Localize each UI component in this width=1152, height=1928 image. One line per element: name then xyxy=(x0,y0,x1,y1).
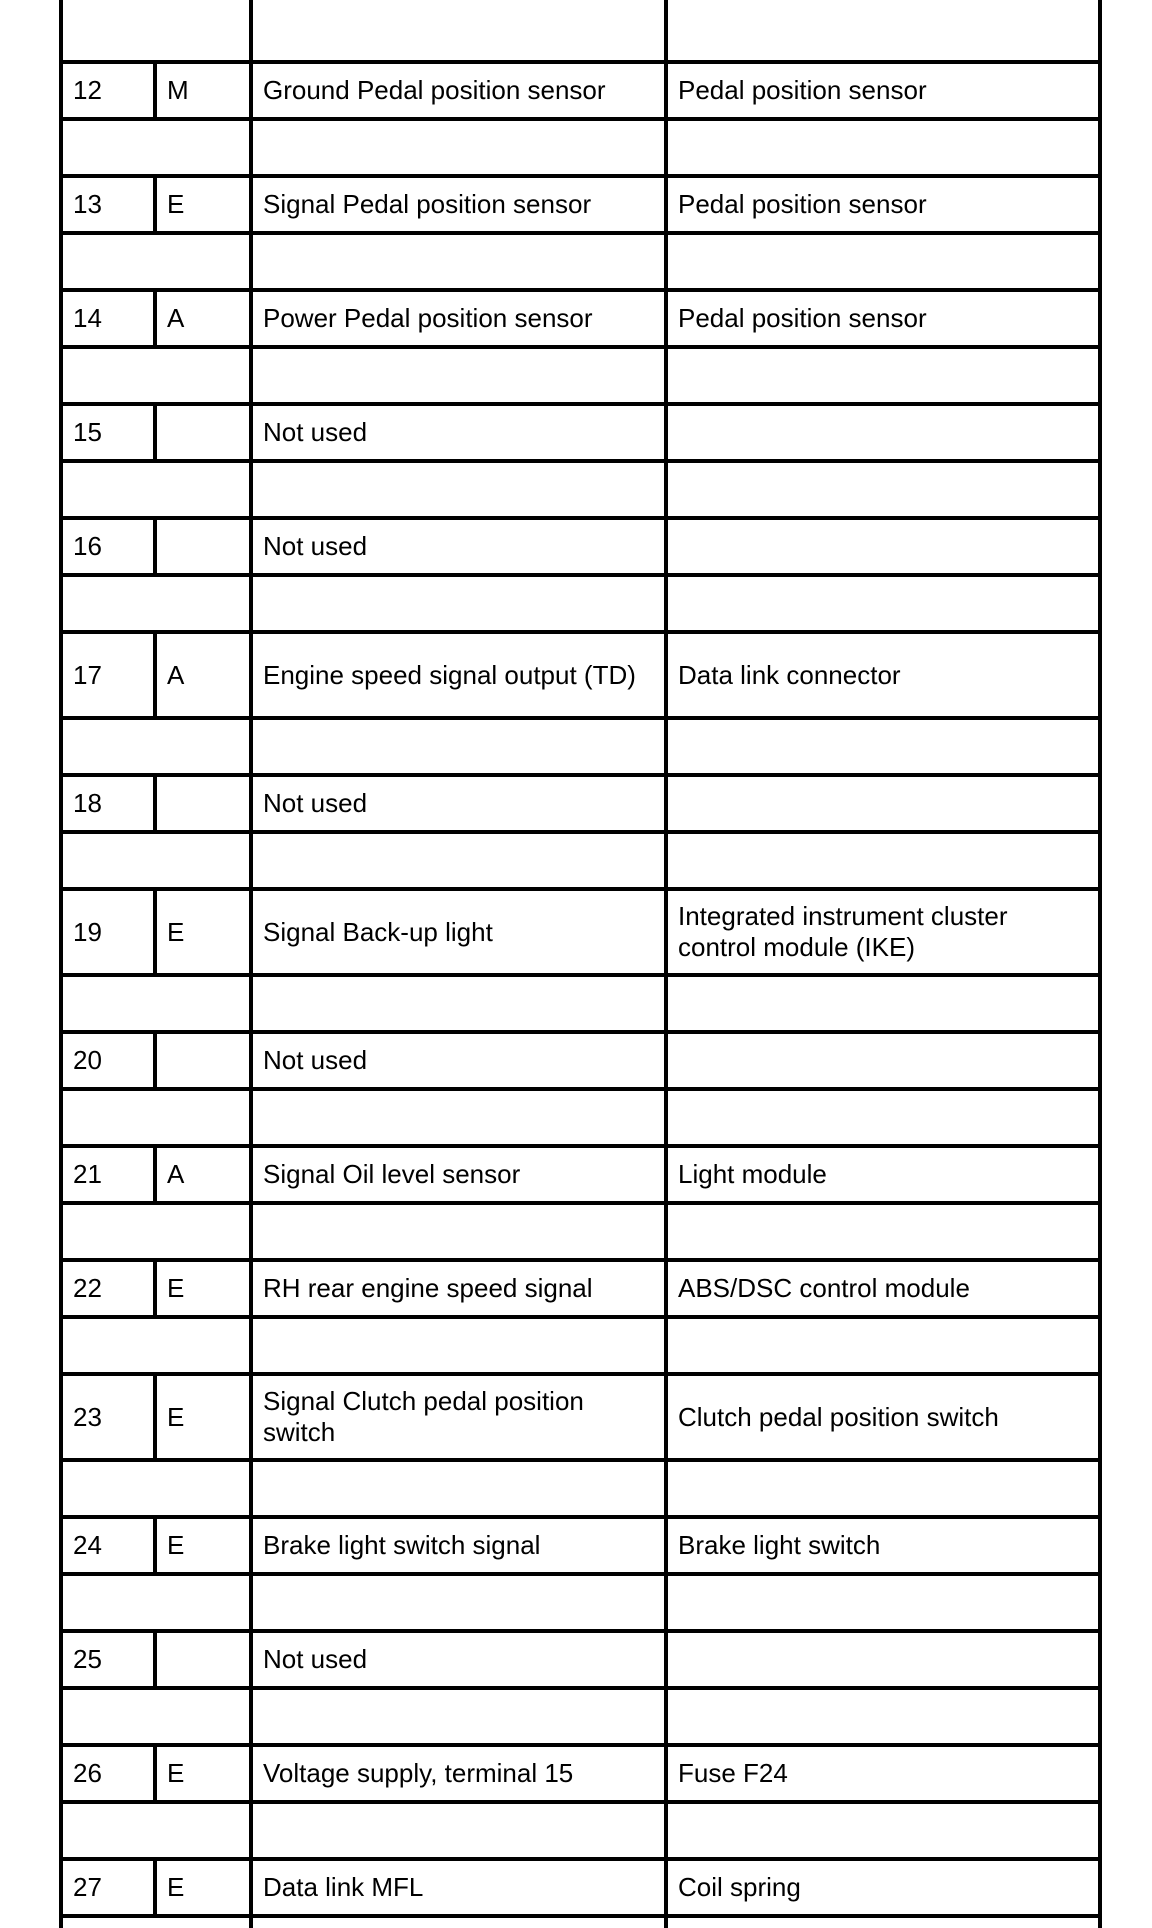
pin-number: 27 xyxy=(73,1872,102,1902)
spacer-cell xyxy=(249,1804,664,1857)
pin-type-cell xyxy=(153,520,249,573)
spacer-cell xyxy=(664,1462,1102,1515)
connection-cell xyxy=(664,634,1102,716)
pin-number: 25 xyxy=(73,1644,102,1674)
pin-type-cell xyxy=(153,1861,249,1914)
table-spacer-row xyxy=(59,121,1102,178)
pin-connection: Integrated instrument cluster control module (IKE) xyxy=(678,901,1008,962)
pin-type-cell xyxy=(153,1148,249,1201)
table-row xyxy=(59,1519,1102,1576)
pin-type-cell xyxy=(153,178,249,231)
connection-cell xyxy=(664,406,1102,459)
pin-description: Brake light switch signal xyxy=(263,1530,541,1560)
pin-description: Not used xyxy=(263,417,368,447)
spacer-cell xyxy=(664,977,1102,1030)
pin-type-cell xyxy=(153,1747,249,1800)
spacer-cell xyxy=(249,0,664,60)
pin-description: Data link MFL xyxy=(263,1872,424,1902)
description-cell xyxy=(249,64,664,117)
table-row xyxy=(59,178,1102,235)
table-spacer-row xyxy=(59,1462,1102,1519)
table-top-spacer-row xyxy=(59,0,1102,64)
pin-type: E xyxy=(167,916,185,947)
pin-type-cell xyxy=(153,64,249,117)
pin-connection: Pedal position sensor xyxy=(678,189,927,219)
description-cell xyxy=(249,1262,664,1315)
spacer-cell xyxy=(59,1091,249,1144)
pin-number: 19 xyxy=(73,916,102,947)
connection-cell xyxy=(664,1262,1102,1315)
spacer-cell xyxy=(59,463,249,516)
spacer-cell xyxy=(249,720,664,773)
spacer-cell xyxy=(664,1091,1102,1144)
pin-number-cell xyxy=(59,1747,153,1800)
pin-number: 24 xyxy=(73,1530,102,1560)
connection-cell xyxy=(664,777,1102,830)
table-row xyxy=(59,1861,1102,1918)
spacer-cell xyxy=(249,1205,664,1258)
pin-description: RH rear engine speed signal xyxy=(263,1273,593,1303)
spacer-cell xyxy=(249,349,664,402)
description-cell xyxy=(249,1747,664,1800)
pin-type: E xyxy=(167,1530,185,1560)
connection-cell xyxy=(664,64,1102,117)
pin-connection: Clutch pedal position switch xyxy=(678,1401,999,1432)
spacer-cell xyxy=(59,834,249,887)
pin-connection: Data link connector xyxy=(678,659,901,690)
description-cell xyxy=(249,406,664,459)
pin-number: 26 xyxy=(73,1758,102,1788)
spacer-cell xyxy=(59,1462,249,1515)
pin-number-cell xyxy=(59,292,153,345)
pin-description: Power Pedal position sensor xyxy=(263,303,593,333)
pin-description: Voltage supply, terminal 15 xyxy=(263,1758,574,1788)
pin-connection: Fuse F24 xyxy=(678,1758,788,1788)
pin-type-cell xyxy=(153,292,249,345)
pin-number: 13 xyxy=(73,189,102,219)
connection-cell xyxy=(664,520,1102,573)
pin-number: 22 xyxy=(73,1273,102,1303)
pin-number: 14 xyxy=(73,303,102,333)
description-cell xyxy=(249,292,664,345)
pin-description: Not used xyxy=(263,531,368,561)
spacer-cell xyxy=(664,577,1102,630)
pin-number: 21 xyxy=(73,1159,102,1189)
spacer-cell xyxy=(59,1804,249,1857)
table-spacer-row xyxy=(59,977,1102,1034)
pin-type: E xyxy=(167,1872,185,1902)
description-cell xyxy=(249,1633,664,1686)
pin-number: 17 xyxy=(73,659,102,690)
spacer-cell xyxy=(664,235,1102,288)
pin-connection: Light module xyxy=(678,1159,827,1189)
connection-cell xyxy=(664,891,1102,973)
table-bottom-tail xyxy=(59,1918,1102,1928)
table-row xyxy=(59,292,1102,349)
spacer-cell xyxy=(249,977,664,1030)
connection-cell xyxy=(664,1747,1102,1800)
description-cell xyxy=(249,634,664,716)
pin-number-cell xyxy=(59,178,153,231)
pin-connection: Pedal position sensor xyxy=(678,75,927,105)
pin-number-cell xyxy=(59,777,153,830)
pin-number-cell xyxy=(59,520,153,573)
spacer-cell xyxy=(249,834,664,887)
pin-type-cell xyxy=(153,1519,249,1572)
table-spacer-row xyxy=(59,1205,1102,1262)
description-cell xyxy=(249,1519,664,1572)
pin-type: M xyxy=(167,75,189,105)
spacer-cell xyxy=(664,463,1102,516)
table-row xyxy=(59,1633,1102,1690)
spacer-cell xyxy=(249,1576,664,1629)
spacer-cell xyxy=(664,1319,1102,1372)
spacer-cell xyxy=(59,121,249,174)
pin-type: E xyxy=(167,1401,185,1432)
spacer-cell xyxy=(59,1205,249,1258)
table-spacer-row xyxy=(59,463,1102,520)
spacer-cell xyxy=(59,1690,249,1743)
description-cell xyxy=(249,1034,664,1087)
spacer-cell xyxy=(249,1319,664,1372)
spacer-cell xyxy=(249,121,664,174)
table-row xyxy=(59,777,1102,834)
spacer-cell xyxy=(59,349,249,402)
table-row xyxy=(59,1376,1102,1462)
pin-number-cell xyxy=(59,1262,153,1315)
pin-connection: Pedal position sensor xyxy=(678,303,927,333)
spacer-cell xyxy=(249,1690,664,1743)
spacer-cell xyxy=(664,834,1102,887)
table-spacer-row xyxy=(59,1690,1102,1747)
pin-type-cell xyxy=(153,891,249,973)
description-cell xyxy=(249,1376,664,1458)
spacer-cell xyxy=(59,235,249,288)
pin-number-cell xyxy=(59,64,153,117)
spacer-cell xyxy=(249,1918,664,1928)
pin-description: Signal Pedal position sensor xyxy=(263,189,592,219)
description-cell xyxy=(249,178,664,231)
table-spacer-row xyxy=(59,349,1102,406)
connection-cell xyxy=(664,1148,1102,1201)
pin-assignment-table xyxy=(59,0,1102,1928)
pin-type: A xyxy=(167,659,185,690)
table-row xyxy=(59,1262,1102,1319)
pin-type-cell xyxy=(153,1633,249,1686)
spacer-cell xyxy=(664,1576,1102,1629)
spacer-cell xyxy=(249,1462,664,1515)
spacer-cell xyxy=(664,1690,1102,1743)
pin-type: E xyxy=(167,1758,185,1788)
spacer-cell xyxy=(59,1576,249,1629)
pin-description: Not used xyxy=(263,1045,368,1075)
table-row xyxy=(59,1148,1102,1205)
table-spacer-row xyxy=(59,235,1102,292)
spacer-cell xyxy=(59,1918,249,1928)
table-spacer-row xyxy=(59,720,1102,777)
spacer-cell xyxy=(664,1205,1102,1258)
spacer-cell xyxy=(664,720,1102,773)
description-cell xyxy=(249,520,664,573)
table-row xyxy=(59,891,1102,977)
connection-cell xyxy=(664,1034,1102,1087)
pin-type-cell xyxy=(153,406,249,459)
spacer-cell xyxy=(664,1918,1102,1928)
table-row xyxy=(59,406,1102,463)
pin-number-cell xyxy=(59,1376,153,1458)
pin-description: Not used xyxy=(263,788,368,818)
pin-type: A xyxy=(167,1159,185,1189)
spacer-cell xyxy=(249,463,664,516)
description-cell xyxy=(249,1861,664,1914)
spacer-cell xyxy=(664,1804,1102,1857)
pin-description: Signal Back-up light xyxy=(263,916,493,947)
pin-number-cell xyxy=(59,891,153,973)
pin-type: E xyxy=(167,189,185,219)
table-row xyxy=(59,64,1102,121)
pin-type: A xyxy=(167,303,185,333)
spacer-cell xyxy=(59,577,249,630)
pin-number: 18 xyxy=(73,788,102,818)
pin-type-cell xyxy=(153,634,249,716)
connection-cell xyxy=(664,1519,1102,1572)
spacer-cell xyxy=(664,0,1102,60)
pin-number-cell xyxy=(59,1633,153,1686)
connection-cell xyxy=(664,292,1102,345)
pin-description: Not used xyxy=(263,1644,368,1674)
spacer-cell xyxy=(664,349,1102,402)
table-spacer-row xyxy=(59,577,1102,634)
pin-connection: Coil spring xyxy=(678,1872,801,1902)
pin-type: E xyxy=(167,1273,185,1303)
spacer-cell xyxy=(249,577,664,630)
connection-cell xyxy=(664,1376,1102,1458)
connection-cell xyxy=(664,178,1102,231)
table-spacer-row xyxy=(59,834,1102,891)
pin-number-cell xyxy=(59,634,153,716)
pin-description: Signal Oil level sensor xyxy=(263,1159,521,1189)
spacer-cell xyxy=(59,0,249,60)
pin-type-cell xyxy=(153,1262,249,1315)
pin-description: Engine speed signal output (TD) xyxy=(263,659,636,690)
table-row xyxy=(59,1034,1102,1091)
pin-number: 23 xyxy=(73,1401,102,1432)
pin-description: Ground Pedal position sensor xyxy=(263,75,606,105)
pin-connection: Brake light switch xyxy=(678,1530,881,1560)
pin-connection: ABS/DSC control module xyxy=(678,1273,970,1303)
pin-description: Signal Clutch pedal position switch xyxy=(263,1386,584,1447)
description-cell xyxy=(249,1148,664,1201)
spacer-cell xyxy=(249,235,664,288)
table-row xyxy=(59,520,1102,577)
spacer-cell xyxy=(59,720,249,773)
table-spacer-row xyxy=(59,1319,1102,1376)
pin-number-cell xyxy=(59,1861,153,1914)
pin-number-cell xyxy=(59,406,153,459)
description-cell xyxy=(249,891,664,973)
pin-number: 20 xyxy=(73,1045,102,1075)
pin-number: 15 xyxy=(73,417,102,447)
table-row xyxy=(59,634,1102,720)
table-spacer-row xyxy=(59,1091,1102,1148)
connection-cell xyxy=(664,1861,1102,1914)
pin-type-cell xyxy=(153,777,249,830)
spacer-cell xyxy=(664,121,1102,174)
pin-number: 12 xyxy=(73,75,102,105)
pin-number-cell xyxy=(59,1519,153,1572)
table-spacer-row xyxy=(59,1576,1102,1633)
spacer-cell xyxy=(249,1091,664,1144)
pin-number: 16 xyxy=(73,531,102,561)
connection-cell xyxy=(664,1633,1102,1686)
description-cell xyxy=(249,777,664,830)
pin-type-cell xyxy=(153,1376,249,1458)
spacer-cell xyxy=(59,977,249,1030)
pin-type-cell xyxy=(153,1034,249,1087)
pin-number-cell xyxy=(59,1034,153,1087)
spacer-cell xyxy=(59,1319,249,1372)
pin-number-cell xyxy=(59,1148,153,1201)
table-row xyxy=(59,1747,1102,1804)
table-spacer-row xyxy=(59,1804,1102,1861)
